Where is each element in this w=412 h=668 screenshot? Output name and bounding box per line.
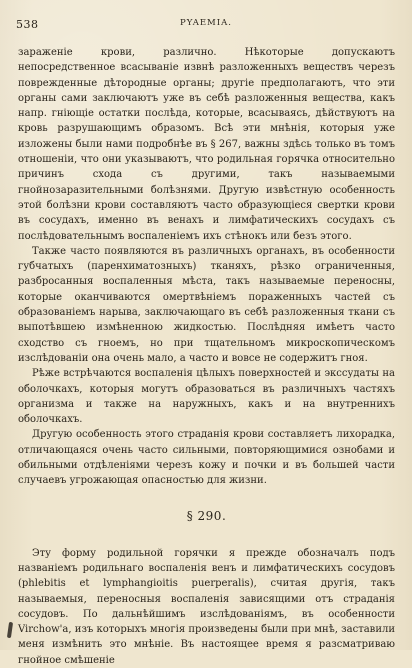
- paragraph-1: зараженіе крови, различно. Нѣкоторые допускаютъ непосредственное всасываніе извнѣ разложенныхъ веществъ черезъ поврежденные дѣтородные органы; другіе предполагаютъ, что эти органы сами заключаютъ уже въ себѣ разложенныя вещества, какъ напр. гніющіе остатки послѣда, которые, всасываясь, дѣйствуютъ на кровь разрушающимъ образомъ. Всѣ эти мнѣнія, которыя уже изложены были нами подробнѣе въ § 267, важны здѣсь только въ томъ отношеніи, что они указываютъ, что родильная горячка относительно причинъ схода съ другими, такъ называемыми гнойнозаразительными болѣзнями. Другую извѣстную особенность этой болѣзни крови составляютъ часто образующіеся свертки крови въ сосудахъ, именно въ венахъ и лимфатическихъ сосудахъ съ послѣдовательнымъ воспаленіемъ ихъ стѣнокъ или безъ этого.: [18, 47, 395, 242]
- section-heading: § 290.: [186, 508, 227, 523]
- page-header: [16, 18, 396, 36]
- paragraph-3: Рѣже встрѣчаются воспаленія цѣлыхъ поверхностей и экссудаты на оболочкахъ, которыя могутъ образоваться въ различныхъ частяхъ организма и также на наружныхъ, какъ и на внутреннихъ оболочкахъ.: [18, 368, 395, 426]
- paragraph-2: Также часто появляются въ различныхъ органахъ, въ особенности губчатыхъ (паренхиматозныхъ) тканяхъ, рѣзко ограниченныя, разбросанныя воспаленныя мѣста, такъ называемые переносны, которые оканчиваются омертвѣніемъ пораженныхъ частей съ образованіемъ нарыва, заключающаго въ себѣ разложенныя ткани съ выпотѣвшею измѣненною жидкостью. Послѣдняя имѣетъ часто сходство съ гноемъ, но при тщательномъ микроскопическомъ изслѣдованіи она очень мало, а часто и вовсе не содержитъ гноя.: [18, 245, 395, 364]
- paragraph-5: Эту форму родильной горячки я прежде обозначалъ подъ названіемъ родильнаго воспаленія венъ и лимфатическихъ сосудовъ (phlebitis et lymphangioitis puerperalis), считая другія, такъ называемыя, переносныя воспаленія зависящими отъ страданія сосудовъ. По дальнѣйшимъ изслѣдованіямъ, въ особенности Virchow'а, изъ которыхъ многія произведены были при мнѣ, заставили меня измѣнить это мнѣніе. Въ настоящее время я разсматриваю гнойное смѣшеніе: [18, 547, 395, 666]
- paragraph-4: Другую особенность этого страданія крови составляетъ лихорадка, отличающаяся очень часто сильными, повторяющимися ознобами и обильными отдѣленіями черезъ кожу и почки и въ большей части случаевъ угрожающая опасностью для жизни.: [18, 429, 395, 487]
- ink-mark: [7, 622, 13, 638]
- page-number: 538: [16, 18, 39, 31]
- document-body: [18, 45, 395, 668]
- running-head: PYAEMIA.: [180, 18, 232, 28]
